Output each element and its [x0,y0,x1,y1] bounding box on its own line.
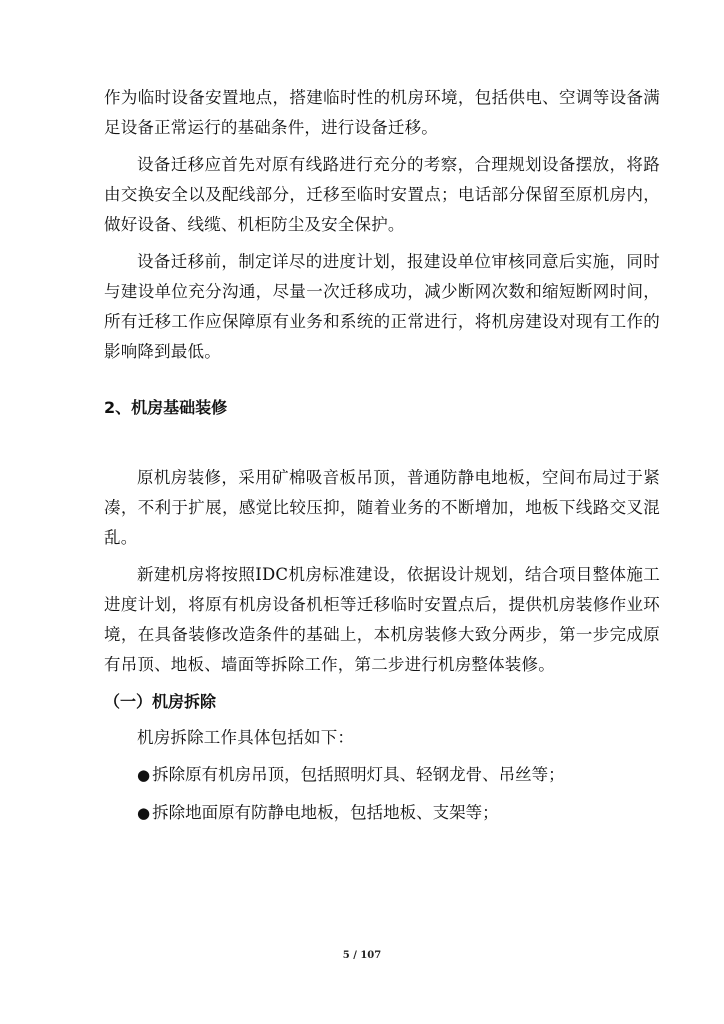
paragraph-original-decoration: 原机房装修，采用矿棉吸音板吊顶，普通防静电地板，空间布局过于紧凑，不利于扩展，感觉比较压抑，随着业务的不断增加，地板下线路交叉混乱。 [104,468,660,547]
subsection-heading-demolition: （一）机房拆除 [104,692,217,711]
bullet-icon: ● [137,804,151,822]
paragraph-continuation: 作为临时设备安置地点，搭建临时性的机房环境，包括供电、空调等设备满足设备正常运行的基础条件，进行设备迁移。 [104,88,660,137]
page-number: 5 / 107 [342,950,382,961]
section-heading-basic-decoration: 2、机房基础装修 [104,398,228,417]
bullet-icon: ● [137,766,151,784]
list-item-text: 拆除地面原有防静电地板，包括地板、支架等； [152,803,499,822]
list-item-text: 拆除原有机房吊顶，包括照明灯具、轻钢龙骨、吊丝等； [152,765,565,784]
paragraph-demolition-intro: 机房拆除工作具体包括如下： [137,728,355,747]
page-content [104,83,660,836]
paragraph-migration-plan: 设备迁移前，制定详尽的进度计划，报建设单位审核同意后实施，同时与建设单位充分沟通，尽量一次迁移成功，减少断网次数和缩短断网时间，所有迁移工作应保障原有业务和系统的正常进行，将机房建设对现有工作的影响降到最低。 [104,252,660,361]
paragraph-new-room-plan: 新建机房将按照IDC机房标准建设，依据设计规划，结合项目整体施工进度计划，将原有机房设备机柜等迁移临时安置点后，提供机房装修作业环境，在具备装修改造条件的基础上，本机房装修大致分两步，第一步完成原有吊顶、地板、墙面等拆除工作，第二步进行机房整体装修。 [104,565,660,674]
list-item [104,798,660,828]
list-item [104,760,660,790]
paragraph-migration-survey: 设备迁移应首先对原有线路进行充分的考察，合理规划设备摆放，将路由交换安全以及配线部分，迁移至临时安置点；电话部分保留至原机房内，做好设备、线缆、机柜防尘及安全保护。 [104,155,660,234]
